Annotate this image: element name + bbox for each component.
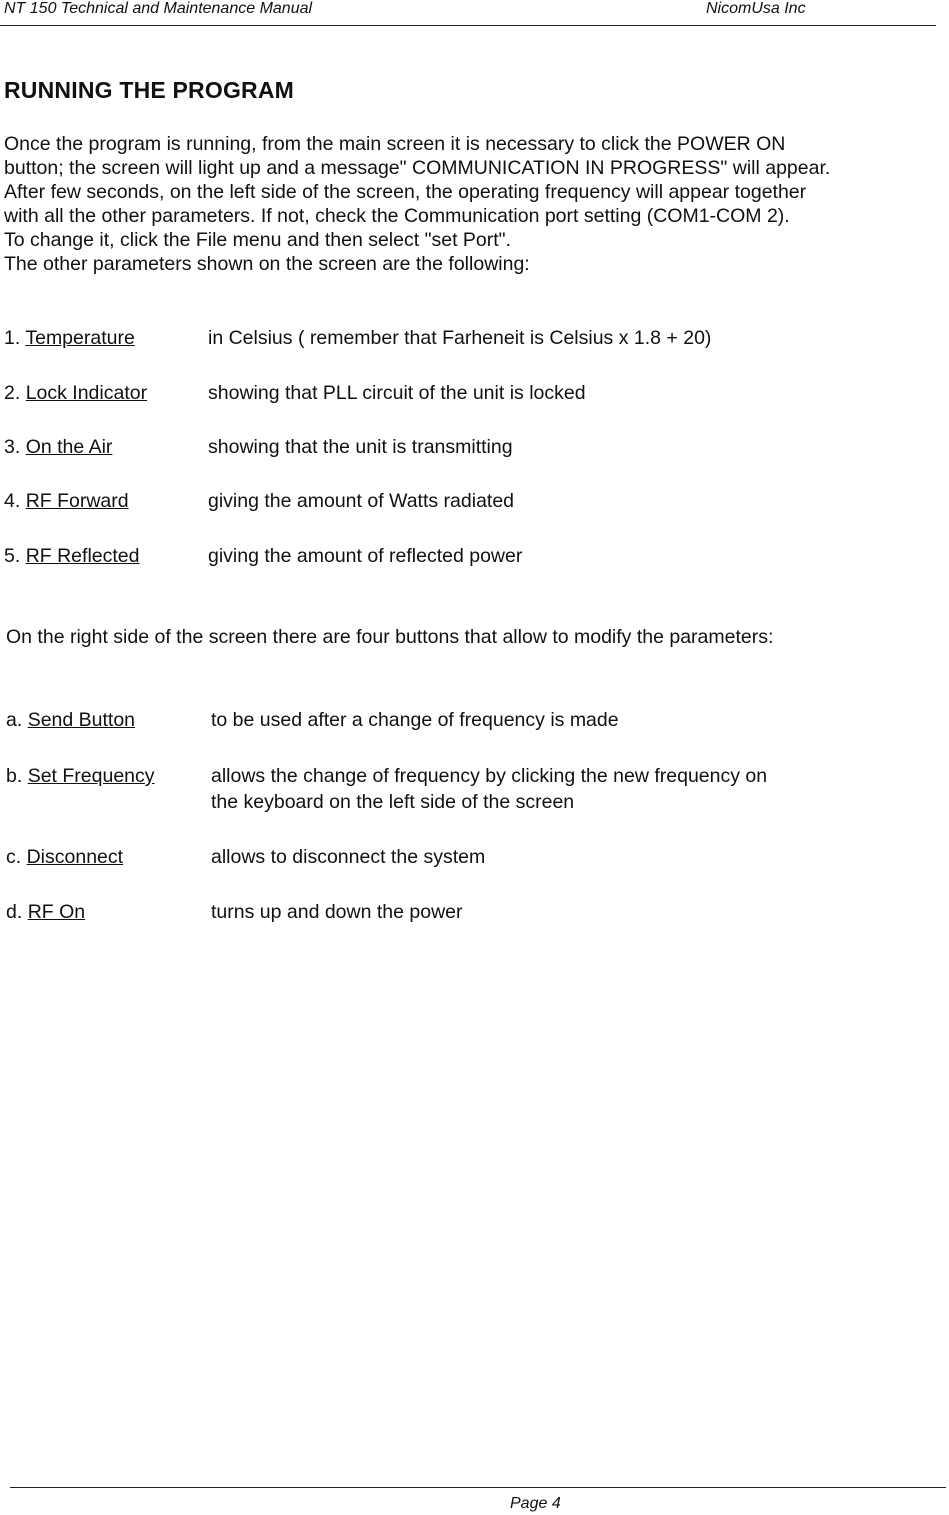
button-name: Set Frequency <box>27 765 155 787</box>
footer-divider <box>10 1487 946 1488</box>
parameter-description: giving the amount of reflected power <box>208 545 523 567</box>
intro-line: To change it, click the File menu and then select "set Port". <box>4 229 512 251</box>
button-name: Disconnect <box>26 846 124 868</box>
company-name: NicomUsa Inc <box>706 0 806 17</box>
parameter-label <box>4 435 112 459</box>
button-label <box>6 764 155 788</box>
intro-line: button; the screen will light up and a message" COMMUNICATION IN PROGRESS" will appear. <box>4 157 831 179</box>
parameter-number: 2. <box>4 382 21 404</box>
button-description: to be used after a change of frequency is made <box>211 709 619 731</box>
parameter-number: 1. <box>4 327 21 349</box>
button-letter: d. <box>6 901 23 923</box>
parameter-name: Temperature <box>25 327 135 349</box>
button-description-continued: the keyboard on the left side of the screen <box>211 791 575 813</box>
button-letter: c. <box>6 846 22 868</box>
button-letter: a. <box>6 709 23 731</box>
parameter-description: in Celsius ( remember that Farheneit is Celsius x 1.8 + 20) <box>208 327 712 349</box>
button-label <box>6 708 135 732</box>
button-name: RF On <box>27 901 86 923</box>
intro-line: Once the program is running, from the main screen it is necessary to click the POWER ON <box>4 133 786 155</box>
parameter-number: 4. <box>4 490 21 512</box>
parameter-number: 5. <box>4 545 21 567</box>
buttons-intro: On the right side of the screen there are four buttons that allow to modify the parameters: <box>6 626 774 648</box>
manual-title: NT 150 Technical and Maintenance Manual <box>4 0 313 17</box>
section-title: RUNNING THE PROGRAM <box>4 77 295 103</box>
button-description: turns up and down the power <box>211 901 463 923</box>
button-description: allows to disconnect the system <box>211 846 486 868</box>
header-divider <box>0 25 936 26</box>
button-name: Send Button <box>27 709 136 731</box>
parameter-name: On the Air <box>25 436 113 458</box>
intro-paragraph <box>4 132 944 276</box>
parameter-name: Lock Indicator <box>25 382 148 404</box>
intro-line: with all the other parameters. If not, check the Communication port setting (COM1-COM 2). <box>4 205 790 227</box>
button-label <box>6 900 85 924</box>
parameter-description: giving the amount of Watts radiated <box>208 490 515 512</box>
button-description: allows the change of frequency by clicking the new frequency on <box>211 765 768 787</box>
intro-line: The other parameters shown on the screen are the following: <box>4 253 530 275</box>
intro-line: After few seconds, on the left side of the screen, the operating frequency will appear together <box>4 181 807 203</box>
parameter-name: RF Reflected <box>25 545 140 567</box>
parameter-name: RF Forward <box>25 490 129 512</box>
parameter-label <box>4 489 129 513</box>
button-label <box>6 845 123 869</box>
parameter-label <box>4 326 135 350</box>
parameter-description: showing that the unit is transmitting <box>208 436 513 458</box>
button-letter: b. <box>6 765 23 787</box>
page-header <box>0 0 949 24</box>
parameter-description: showing that PLL circuit of the unit is locked <box>208 382 586 404</box>
parameter-number: 3. <box>4 436 21 458</box>
parameter-label <box>4 381 147 405</box>
parameter-label <box>4 544 139 568</box>
page-number: Page 4 <box>510 1495 561 1512</box>
